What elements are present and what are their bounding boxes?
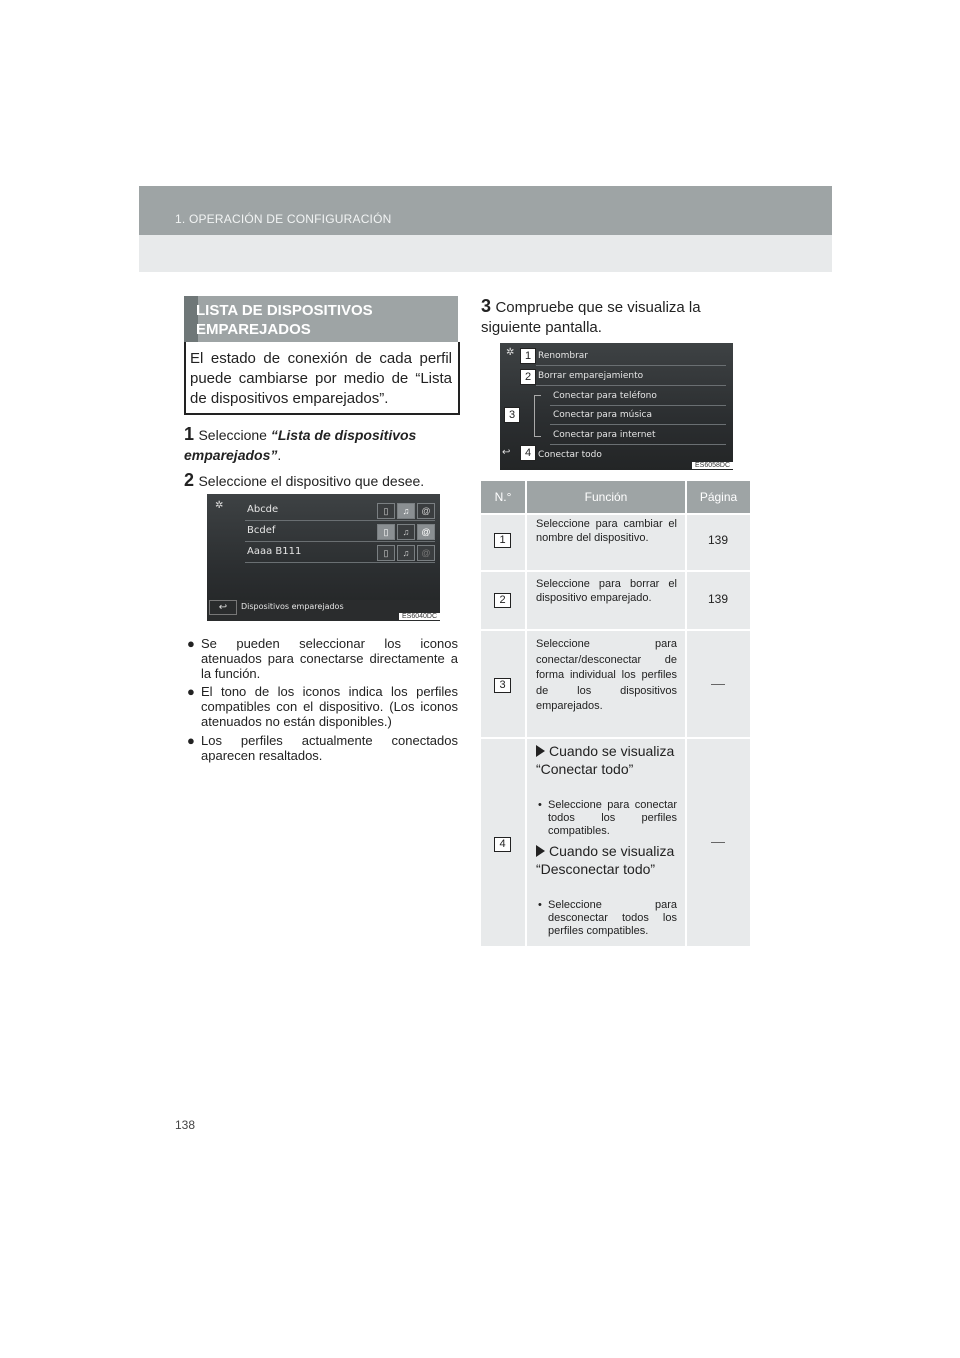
row-page: 139 — [707, 592, 729, 606]
music-icon: ♫ — [397, 524, 415, 540]
bullet-icon: ● — [187, 636, 195, 651]
row-function: Seleccione para cambiar el nombre del dispositivo. — [536, 518, 677, 544]
image-code: ES6040DC — [399, 613, 440, 620]
device-name: Aaaa B111 — [247, 546, 302, 557]
sub-text-content: Seleccione para conectar todos los perfiles compatibles. — [548, 799, 677, 837]
no-page-dash — [711, 684, 725, 685]
bullet-icon: • — [538, 899, 542, 911]
callout-badge: 3 — [504, 407, 520, 423]
internet-icon: @ — [417, 524, 435, 540]
sub-text-content: Seleccione para desconectar todos los perfiles compatibles. — [548, 899, 677, 937]
step-bold-text: “Lista de dispositivos emparejados” — [184, 427, 417, 463]
bullet-icon: • — [538, 799, 542, 811]
table-header-page: Página — [687, 481, 750, 513]
row-function: Seleccione para conectar/desconectar de forma individual los perfiles de los dispositivos emparejados. — [536, 638, 677, 712]
row-page: 139 — [707, 533, 729, 547]
sub-heading-text: Cuando se visualiza “Conectar todo” — [536, 743, 675, 777]
row-number: 3 — [494, 678, 511, 693]
step-number: 3 — [481, 296, 492, 316]
menu-item: Conectar para música — [553, 410, 653, 420]
page-number: 138 — [175, 1118, 196, 1132]
step-text: Compruebe que se visualiza la siguiente pantalla. — [481, 299, 701, 336]
device-name: Abcde — [247, 504, 279, 515]
menu-item: Conectar para teléfono — [553, 391, 657, 401]
bullet-icon: ● — [187, 684, 195, 699]
bullet-text: Se pueden seleccionar los iconos atenuados para conectarse directamente a la función. — [201, 636, 458, 681]
back-icon: ↩ — [209, 600, 237, 615]
phone-icon: ▯ — [377, 524, 395, 540]
arrow-right-icon — [536, 845, 545, 857]
callout-badge: 4 — [520, 445, 536, 461]
back-icon: ↩ — [502, 447, 511, 458]
menu-item: Renombrar — [538, 351, 588, 361]
step-3 — [481, 296, 751, 338]
device-list-screenshot — [207, 494, 440, 621]
menu-item: Conectar para internet — [553, 430, 656, 440]
row-number: 2 — [494, 593, 511, 608]
phone-icon: ▯ — [377, 503, 395, 519]
callout-badge: 2 — [520, 369, 536, 385]
bullet-item — [187, 733, 458, 763]
row-number: 1 — [494, 533, 511, 548]
music-icon: ♫ — [397, 503, 415, 519]
sub-heading-text: Cuando se visualiza “Desconectar todo” — [536, 843, 675, 877]
music-icon: ♫ — [397, 545, 415, 561]
sub-text — [538, 799, 677, 838]
step-2 — [184, 470, 460, 491]
table-header-function: Función — [527, 481, 685, 513]
section-title: LISTA DE DISPOSITIVOS EMPAREJADOS — [196, 302, 373, 338]
sub-text — [538, 899, 677, 938]
step-number: 1 — [184, 424, 195, 444]
chapter-title: 1. OPERACIÓN DE CONFIGURACIÓN — [175, 212, 392, 226]
device-options-screenshot — [500, 343, 733, 470]
table-header-num: N.° — [481, 481, 525, 513]
sub-heading — [536, 742, 677, 778]
bullet-text: Los perfiles actualmente conectados aparecen resaltados. — [201, 733, 458, 763]
phone-icon: ▯ — [377, 545, 395, 561]
row-function: Seleccione para borrar el dispositivo emparejado. — [536, 578, 677, 604]
menu-item: Borrar emparejamiento — [538, 371, 644, 381]
step-1 — [184, 424, 460, 465]
step-number: 2 — [184, 470, 195, 490]
image-code: ES6058DC — [692, 462, 733, 469]
bullet-item — [187, 636, 458, 681]
device-name: Bcdef — [247, 525, 276, 536]
row-number: 4 — [494, 837, 511, 852]
section-description: El estado de conexión de cada perfil puede cambiarse por medio de “Lista de dispositivos emparejados”. — [190, 350, 452, 407]
header-band — [139, 186, 832, 235]
bullet-text: El tono de los iconos indica los perfiles compatibles con el dispositivo. (Los iconos atenuados no están disponibles.) — [201, 684, 458, 729]
no-page-dash — [711, 842, 725, 843]
step-text-end: . — [277, 447, 282, 463]
callout-badge: 1 — [520, 348, 536, 364]
bullet-icon: ● — [187, 733, 195, 748]
internet-icon: @ — [417, 545, 435, 561]
step-text: Seleccione el dispositivo que desee. — [198, 473, 425, 489]
step-text: Seleccione — [198, 427, 271, 443]
arrow-right-icon — [536, 745, 545, 757]
bullet-item — [187, 684, 458, 729]
sub-heading — [536, 842, 677, 878]
internet-icon: @ — [417, 503, 435, 519]
header-subband — [139, 235, 832, 272]
bluetooth-settings-icon: ✲ — [215, 500, 224, 511]
screen-footer: Dispositivos emparejados — [241, 602, 344, 611]
bluetooth-settings-icon: ✲ — [506, 347, 515, 358]
menu-item: Conectar todo — [538, 450, 602, 460]
